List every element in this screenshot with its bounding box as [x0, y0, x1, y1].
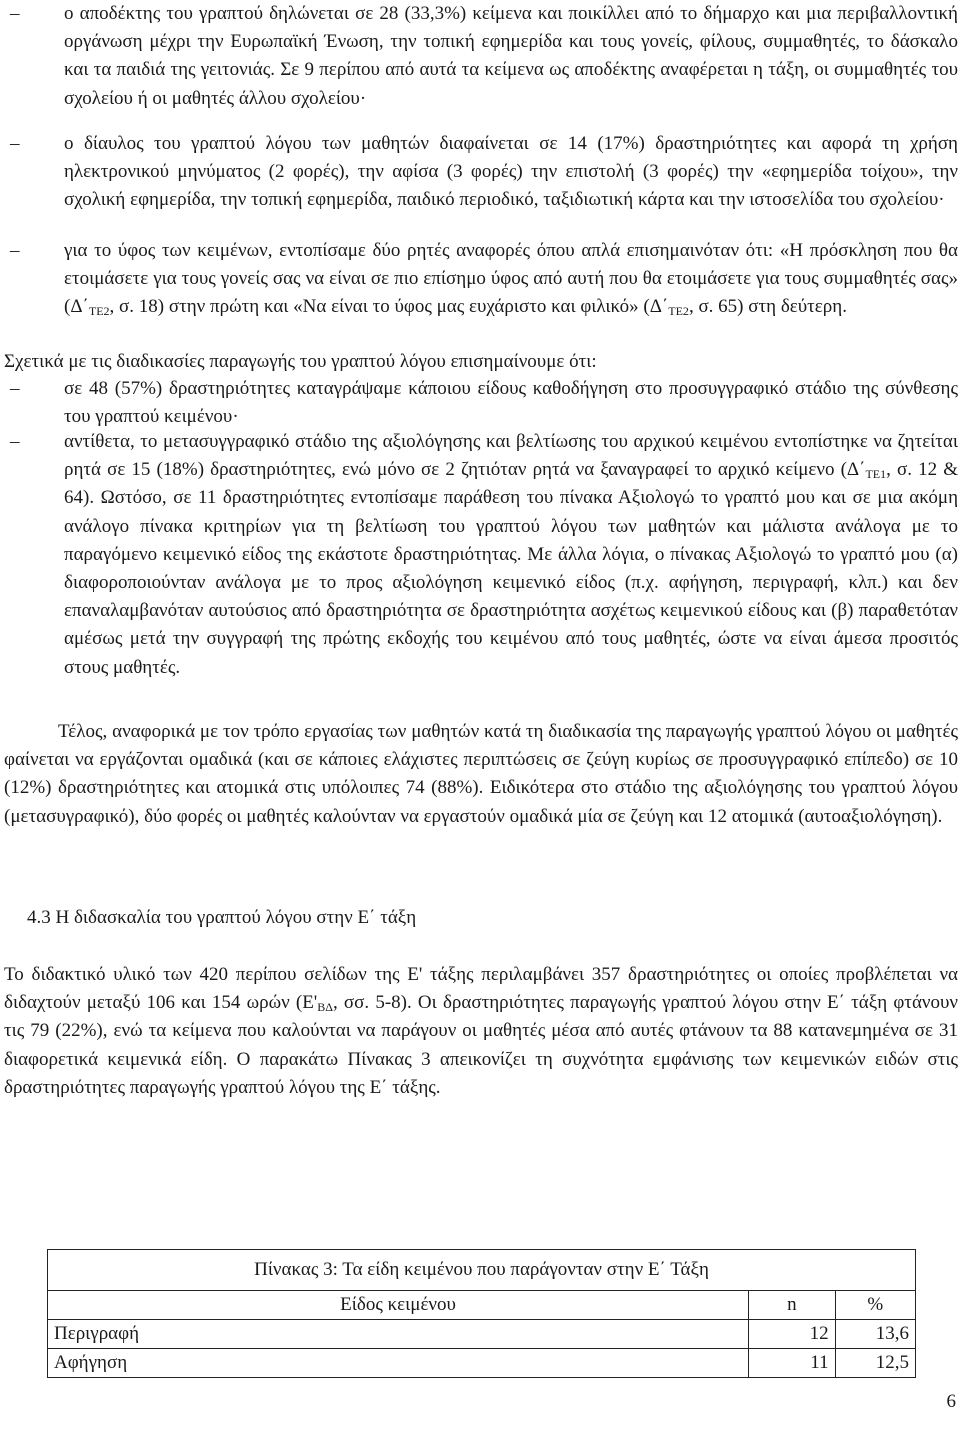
section-title: Η διδασκαλία του γραπτού λόγου στην Ε΄ τάξη: [55, 907, 417, 928]
table-row: [48, 1349, 916, 1378]
genre-cell: Περιγραφή: [48, 1320, 749, 1349]
list-item: [10, 375, 958, 431]
source-subscript: ΤΕ2: [88, 304, 110, 319]
list-item: [10, 0, 958, 113]
bullet-text: ο δίαυλος του γραπτού λόγου των μαθητών διαφαίνεται σε 14 (17%) δραστηριότητες και αφορά τη χρήση ηλεκτρονικού μηνύματος (2 φορές), την αφίσα (3 φορές) την επιστολή (3 φορές) την «εφημερίδα τοίχου», την σχολική εφημερίδα, την τοπική εφημερίδα, παιδικό περιοδικό, ταξιδιωτική κάρτα και την ιστοσελίδα του σχολείου·: [64, 133, 958, 211]
source-subscript: ΒΔ: [317, 1000, 333, 1015]
dash-bullet-icon: –: [10, 240, 20, 261]
body-paragraph: [4, 961, 958, 1102]
bullet-text: ο αποδέκτης του γραπτού δηλώνεται σε 28 (33,3%) κείμενα και ποικίλλει από το δήμαρχο και μια περιβαλλοντική οργάνωση μέχρι την Ευρωπαϊκή Ένωση, την τοπική εφημερίδα και τους γονείς, φίλους, συμμαθητές, το δάσκαλο και τα παιδιά της γειτονιάς. Σε 9 περίπου από αυτά τα κείμενα ως αποδέκτης αναφέρεται η τάξη, οι συμμαθητές του σχολείου ή οι μαθητές άλλου σχολείου·: [64, 3, 958, 109]
bullet-text-part: , σ. 18) στην πρώτη και «Να είναι το ύφος μας ευχάριστο και φιλικό» (Δ΄: [109, 296, 669, 318]
text-genres-table: [47, 1249, 916, 1378]
intro-paragraph: Σχετικά με τις διαδικασίες παραγωγής του γραπτού λόγου επισημαίνουμε ότι:: [4, 351, 597, 372]
source-subscript: ΤΕ2: [668, 304, 689, 319]
page-number: 6: [946, 1391, 956, 1412]
list-item: [10, 130, 958, 215]
column-header-percent: %: [835, 1291, 915, 1320]
bullet-text: σε 48 (57%) δραστηριότητες καταγράψαμε κάποιου είδους καθοδήγηση στο προσυγγραφικό στάδιο της σύνθεσης του γραπτού κειμένου·: [64, 378, 958, 428]
section-heading: [4, 904, 416, 932]
source-subscript: ΤΕ1: [865, 467, 887, 482]
dash-bullet-icon: –: [10, 431, 20, 452]
dash-bullet-icon: –: [10, 133, 20, 154]
body-paragraph: Τέλος, αναφορικά με τον τρόπο εργασίας των μαθητών κατά τη διαδικασία της παραγωγής γραπτού λόγου οι μαθητές φαίνεται να εργάζονται ομαδικά (και σε κάποιες ελάχιστες περιπτώσεις σε ζεύγη κυρίως σε προσυγγραφικό επίπεδο) σε 10 (12%) δραστηριότητες και ατομικά στις υπόλοιπες 74 (88%). Ειδικότερα στο στάδιο της αξιολόγησης του γραπτού λόγου (μετασυγραφικό), δύο φορές οι μαθητές καλούνταν να εργαστούν ομαδικά μία σε ζεύγη και 12 ατομικά (αυτοαξιολόγηση).: [4, 721, 958, 827]
percent-cell: 13,6: [835, 1320, 915, 1349]
dash-bullet-icon: –: [10, 378, 20, 399]
bullet-text-part: για το ύφος των κειμένων, εντοπίσαμε δύο ρητές αναφορές όπου απλά επισημαινόταν ότι: «Η πρόσκληση που θα ετοιμάσετε για τους γονείς σας να είναι σε πιο επίσημο ύφος από αυτή που θα ετοιμάσετε για τους συμμαθητές σας» (Δ΄: [64, 240, 958, 318]
count-cell: 11: [749, 1349, 835, 1378]
list-item: [10, 428, 958, 682]
column-header-genre: Είδος κειμένου: [48, 1291, 749, 1320]
count-cell: 12: [749, 1320, 835, 1349]
bullet-text-part: , σ. 12 & 64). Ωστόσο, σε 11 δραστηριότητες εντοπίσαμε παράθεση του πίνακα Αξιολογώ το γραπτό μου και σε μια ακόμη ανάλογο πίνακα κριτηρίων για τη βελτίωση του γραπτού λόγου των μαθητών και μάλιστα ανάλογα με το παραγόμενο κειμενικό είδος της εκάστοτε δραστηριότητας. Με άλλα λόγια, ο πίνακας Αξιολογώ το γραπτό μου (α) διαφοροποιούνταν ανάλογα με το προς αξιολόγηση κειμενικό είδος (π.χ. αφήγηση, περιγραφή, κλπ.) και δεν επαναλαμβανόταν αυτούσιος από δραστηριότητα σε δραστηριότητα ασχέτως κειμενικού είδους και (β) παραθετόταν αμέσως μετά την συγγραφή της πρώτης εκδοχής του κειμένου από τους μαθητές, ώστε να είναι άμεσα προσιτός στους μαθητές.: [64, 459, 958, 678]
percent-cell: 12,5: [835, 1349, 915, 1378]
table-header-row: [48, 1291, 916, 1320]
list-item: [10, 237, 958, 322]
paragraph-text-part: , σσ. 5-8). Οι δραστηριότητες παραγωγής γραπτού λόγου στην Ε΄ τάξη φτάνουν τις 79 (22%), ενώ τα κείμενα που καλούνται να παράγουν οι μαθητές μέσα από αυτές φτάνουν τα 88 κατανεμημένα σε 31 διαφορετικά κειμενικά είδη. Ο παρακάτω Πίνακας 3 απεικονίζει τη συχνότητα εμφάνισης των κειμενικών ειδών στις δραστηριότητες παραγωγής γραπτού λόγου της Ε΄ τάξης.: [4, 992, 958, 1098]
bullet-text: [64, 237, 958, 322]
table-caption: Πίνακας 3: Τα είδη κειμένου που παράγονταν στην Ε΄ Τάξη: [48, 1250, 916, 1291]
bullet-text-part: , σ. 65) στη δεύτερη.: [688, 296, 847, 318]
column-header-n: n: [749, 1291, 835, 1320]
table-row: [48, 1320, 916, 1349]
genre-cell: Αφήγηση: [48, 1349, 749, 1378]
bullet-text-part: αντίθετα, το μετασυγγραφικό στάδιο της αξιολόγησης και βελτίωσης του αρχικού κειμένου εντοπίστηκε να ζητείται ρητά σε 15 (18%) δραστηριότητες, ενώ μόνο σε 2 ζητιόταν ρητά να ξαναγραφεί το αρχικό κείμενο (Δ΄: [64, 431, 958, 481]
dash-bullet-icon: –: [10, 3, 20, 24]
bullet-text: [64, 428, 958, 682]
paragraph-text-part: Το διδακτικό υλικό των 420 περίπου σελίδων της Ε' τάξης περιλαμβάνει 357 δραστηριότητες οι οποίες προβλέπεται να διδαχτούν μεταξύ 106 και 154 ωρών (Ε': [4, 964, 958, 1014]
section-number: 4.3: [27, 907, 51, 928]
